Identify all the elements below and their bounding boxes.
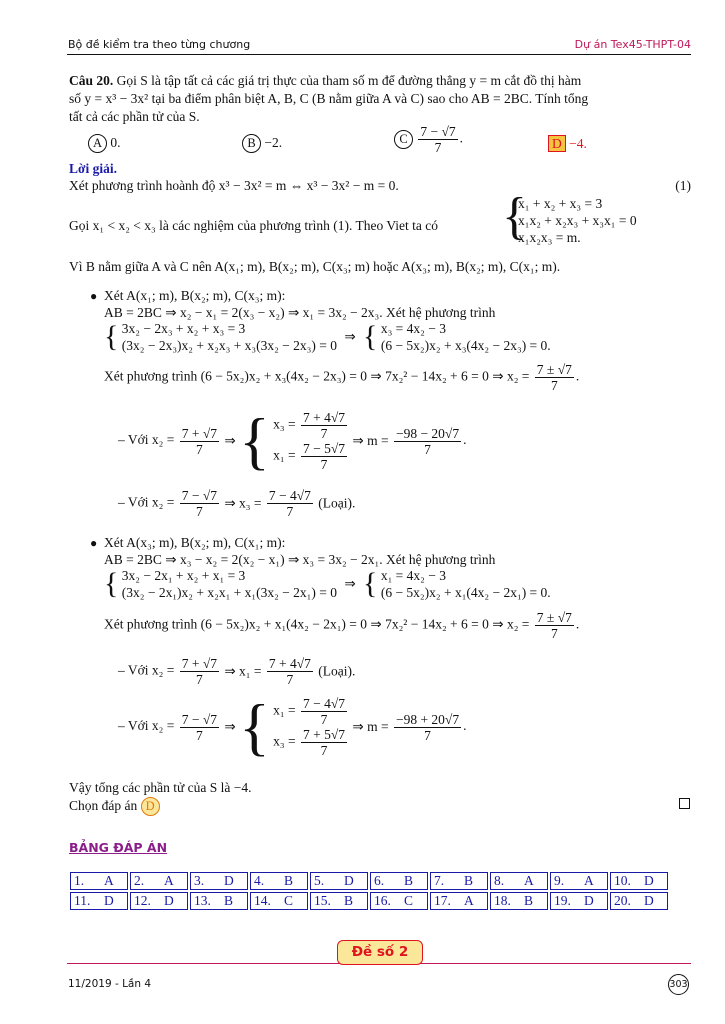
answer-key: A [524, 873, 534, 888]
case1-root [535, 362, 574, 393]
answer-number: 12. [134, 893, 151, 908]
answer-key: A [164, 873, 174, 888]
header-rule [67, 54, 691, 55]
answer-cell [550, 872, 608, 890]
case2-system [104, 567, 551, 601]
section-tag: Đề số 2 [337, 940, 423, 965]
answer-number: 20. [614, 893, 631, 908]
answer-row [70, 872, 668, 890]
option-a-key: A [88, 134, 107, 153]
c2s2-r2-lhs: x₃ = [273, 733, 296, 749]
case1-eq: AB = 2BC ⇒ x₂ − x₁ = 2(x₃ − x₂) ⇒ x₁ = 3x₂ − 2x₃. Xét hệ phương trình [104, 305, 496, 320]
solution-line-3: Vì B nằm giữa A và C nên A(x₁; m), B(x₂; m), C(x₃; m) hoặc A(x₃; m), B(x₂; m), C(x₁; m). [69, 259, 561, 274]
c2s1-x2-num: 7 + √7 [181, 656, 217, 671]
case2-sub2: – Với x₂ = $\frac{7 - √7}{7}$ ⇒ { x₁ = $\frac{7 - 4√7}{7}$ x₃ = $\frac{7 + 5√7}{7}$ ⇒ m = $\frac{-98 + 20√7}{7}$ . [118, 691, 467, 762]
c2s2-r1-num: 7 − 4√7 [302, 696, 346, 711]
choose-line [69, 797, 691, 816]
c2s2-r2-num: 7 + 5√7 [302, 727, 346, 742]
option-c-num: 7 − √7 [420, 124, 456, 139]
c2s2-r2-den: 7 [320, 743, 328, 758]
answer-cell [190, 892, 248, 910]
case1-sub1-x2 [180, 426, 219, 457]
answer-number: 6. [374, 873, 385, 888]
answer-cell [490, 892, 548, 910]
answer-key: D [344, 873, 354, 888]
answer-key: D [164, 893, 174, 908]
c2s1-r-num: 7 + 4√7 [268, 656, 311, 671]
option-d-key: D [548, 135, 566, 152]
case1-sub2-prefix: – Với x₂ = [118, 494, 175, 510]
answer-cell [70, 872, 128, 890]
option-d[interactable] [548, 135, 587, 152]
answer-cell [70, 892, 128, 910]
answer-cell [610, 872, 668, 890]
header-left: Bộ đề kiểm tra theo từng chương [68, 38, 251, 51]
case2-sub2-prefix: – Với x₂ = [118, 718, 175, 734]
case2-sub1-prefix: – Với x₂ = [118, 662, 175, 678]
viet-system [502, 188, 637, 246]
case2-brace-left: { [104, 567, 119, 600]
c2s2-m-num: −98 + 20√7 [395, 711, 460, 727]
solution-title: Lời giải. [69, 161, 117, 176]
case1-sub1-brace: { [239, 405, 270, 476]
answer-key: D [584, 893, 594, 908]
bullet-2: ● [90, 536, 98, 550]
option-c[interactable] [394, 124, 463, 155]
answer-key: A [464, 893, 474, 908]
case2-sys-right [381, 567, 551, 601]
answer-number: 18. [494, 893, 511, 908]
implies-arrow: ⇒ [344, 329, 356, 344]
answer-number: 13. [194, 893, 211, 908]
question-text-2: số y = x³ − 3x² tại ba điểm phân biệt A, B, C (B nằm giữa A và C) sao cho AB = 2BC. Tính tổng [69, 91, 589, 106]
answer-key: C [404, 893, 414, 908]
arrow: ⇒ [224, 433, 236, 448]
c1s2-mid: ⇒ x₃ = [224, 495, 262, 511]
c2s2-r1-lhs: x₁ = [273, 702, 296, 718]
answer-cell [130, 872, 188, 890]
answer-table [68, 870, 670, 912]
case2-sysL-2: (3x₂ − 2x₁)x₂ + x₂x₁ + x₁(3x₂ − 2x₁) = 0 [121, 585, 337, 600]
c2s2-m-den: 7 [424, 727, 431, 743]
viet-eq-2: x₁x₂ + x₂x₃ + x₃x₁ = 0 [518, 213, 637, 228]
c2s2-m-lhs: ⇒ m = [352, 719, 389, 734]
c2s1-x2-den: 7 [195, 672, 203, 687]
arrow: ⇒ [224, 719, 236, 734]
implies-arrow: ⇒ [344, 576, 356, 591]
answer-cell [370, 892, 428, 910]
answer-key: B [224, 893, 234, 908]
case1-system [104, 320, 551, 354]
answer-number: 2. [134, 873, 145, 888]
c1s1-m-num: −98 − 20√7 [395, 425, 460, 441]
c1s2-x2-den: 7 [195, 504, 203, 519]
c2s1-mid: ⇒ x₁ = [224, 663, 262, 679]
c1s2-tail: (Loại). [318, 495, 356, 511]
question-line-1 [69, 73, 691, 89]
c1s1-m-lhs: ⇒ m = [352, 433, 389, 448]
c2s2-x2-num: 7 − √7 [181, 711, 217, 727]
c2s2-x2-den: 7 [195, 727, 203, 743]
case1-sub2 [118, 488, 355, 519]
case1-sub1-roots [273, 410, 349, 472]
c1s2-r-num: 7 − 4√7 [268, 488, 311, 503]
question-text-1: Gọi S là tập tất cả các giá trị thực của tham số m để đường thẳng y = m cắt đồ thị hàm [116, 73, 582, 88]
choose-key: D [141, 797, 160, 816]
answer-cell [250, 872, 308, 890]
c2s1-r-den: 7 [286, 672, 294, 687]
answer-number: 15. [314, 893, 331, 908]
answer-key: B [524, 893, 534, 908]
answer-number: 10. [614, 873, 631, 888]
case1-sysL-1: 3x₂ − 2x₃ + x₂ + x₃ = 3 [121, 321, 246, 336]
case2-sub1-r [267, 656, 313, 687]
c1s1-r2-lhs: x₁ = [273, 447, 296, 463]
case2-brace-right: { [363, 567, 378, 600]
case1-brace-right: { [363, 320, 378, 353]
case2-root-den: 7 [550, 626, 558, 641]
answer-number: 11. [74, 893, 91, 908]
answer-key: B [404, 873, 414, 888]
qed-box [679, 798, 690, 809]
case1-sub2-x2 [180, 488, 219, 519]
answer-row [70, 892, 668, 910]
answer-cell [190, 872, 248, 890]
case1-sys-right [381, 320, 551, 354]
answer-cell [550, 892, 608, 910]
solution-line-1: Xét phương trình hoành độ x³ − 3x² = m ⇔ x³ − 3x² − m = 0. [69, 178, 399, 193]
case2-sub2-m [394, 712, 461, 743]
answer-cell [250, 892, 308, 910]
answer-number: 4. [254, 873, 265, 888]
case2-sys-left [122, 567, 337, 601]
c1s1-x2-den: 7 [195, 441, 203, 457]
answer-cell [130, 892, 188, 910]
case1-sys-left [122, 320, 337, 354]
case2-sub2-x2 [180, 712, 219, 743]
case1-sub1-prefix: – Với x₂ = [118, 432, 175, 448]
option-c-tail: . [459, 130, 464, 146]
answer-number: 16. [374, 893, 391, 908]
case2-sub2-brace: { [239, 691, 270, 762]
equation-tag: (1) [675, 178, 691, 193]
c1s1-r1-den: 7 [320, 426, 328, 441]
case1-sysR-1: x₃ = 4x₂ − 3 [380, 321, 446, 336]
answer-cell [490, 872, 548, 890]
answer-key: D [644, 893, 654, 908]
choose-text: Chọn đáp án [69, 798, 138, 813]
answer-cell [310, 892, 368, 910]
answer-key: B [344, 893, 354, 908]
case2-sub1-x2 [180, 656, 219, 687]
answer-cell [430, 892, 488, 910]
case1-sub1: – Với x₂ = $\frac{7 + √7}{7}$ ⇒ { x₃ = $\frac{7 + 4√7}{7}$ x₁ = $\frac{7 - 5√7}{7}$ ⇒ m = $\frac{-98 - 20√7}{7}$ . [118, 405, 467, 476]
c2s1-tail: (Loại). [318, 663, 356, 679]
footer-left: 11/2019 - Lần 4 [68, 978, 152, 990]
c1s1-m-den: 7 [424, 441, 431, 457]
c1s1-r2-den: 7 [320, 457, 328, 472]
answer-number: 14. [254, 893, 271, 908]
answer-number: 8. [494, 873, 505, 888]
case1-brace-left: { [104, 320, 119, 353]
case1-sysL-2: (3x₂ − 2x₃)x₂ + x₂x₃ + x₃(3x₂ − 2x₃) = 0 [121, 338, 337, 353]
answer-key: A [584, 873, 594, 888]
header-right: Dự án Tex45-THPT-04 [574, 38, 691, 51]
case2-sub2-roots [273, 696, 349, 758]
answer-number: 17. [434, 893, 451, 908]
c1s1-x2-num: 7 + √7 [181, 425, 217, 441]
c2s2-r1-den: 7 [320, 712, 328, 727]
answer-key: B [284, 873, 294, 888]
option-a[interactable] [88, 134, 121, 153]
case1-sub1-m [394, 426, 461, 457]
case1-root-num: 7 ± √7 [536, 362, 572, 377]
case1-xet-text: Xét phương trình (6 − 5x₂)x₂ + x₃(4x₂ − 2x₃) = 0 ⇒ 7x₂² − 14x₂ + 6 = 0 ⇒ x₂ = [104, 368, 530, 384]
answer-number: 7. [434, 873, 445, 888]
answer-key: D [104, 893, 114, 908]
answer-cell [430, 872, 488, 890]
answer-number: 19. [554, 893, 571, 908]
answer-key: B [464, 873, 474, 888]
c1s1-r1-lhs: x₃ = [273, 416, 296, 432]
case1-head: Xét A(x₁; m), B(x₂; m), C(x₃; m): [104, 288, 286, 303]
case1-xet: Xét phương trình (6 − 5x₂)x₂ + x₃(4x₂ − 2x₃) = 0 ⇒ 7x₂² − 14x₂ + 6 = 0 ⇒ x₂ = $\frac{7 \pm √7}{7}$ . [104, 362, 580, 393]
option-c-fraction [418, 124, 457, 155]
viet-brace: { [502, 188, 527, 245]
case1-root-den: 7 [550, 378, 558, 393]
case2-xet: Xét phương trình (6 − 5x₂)x₂ + x₁(4x₂ − 2x₁) = 0 ⇒ 7x₂² − 14x₂ + 6 = 0 ⇒ x₂ = $\frac{7 \pm √7}{7}$ . [104, 610, 580, 641]
case2-sysR-2: (6 − 5x₂)x₂ + x₁(4x₂ − 2x₁) = 0. [380, 585, 551, 600]
answer-key: D [224, 873, 234, 888]
answers-title: BẢNG ĐÁP ÁN [69, 840, 168, 855]
option-c-key: C [394, 130, 413, 149]
answer-key: C [284, 893, 294, 908]
c1s1-r1-num: 7 + 4√7 [302, 410, 346, 425]
case2-xet-text: Xét phương trình (6 − 5x₂)x₂ + x₁(4x₂ − 2x₁) = 0 ⇒ 7x₂² − 14x₂ + 6 = 0 ⇒ x₂ = [104, 616, 530, 632]
case1-sub2-r [267, 488, 313, 519]
case2-head: Xét A(x₃; m), B(x₂; m), C(x₁; m): [104, 535, 286, 550]
case2-sub1 [118, 656, 355, 687]
bullet-1: ● [90, 289, 98, 303]
option-b-value: −2. [264, 135, 283, 150]
answer-cell [370, 872, 428, 890]
solution-line-2: Gọi x₁ < x₂ < x₃ là các nghiệm của phương trình (1). Theo Viet ta có [69, 218, 439, 233]
viet-lines [518, 195, 637, 246]
c1s1-r2-num: 7 − 5√7 [302, 441, 346, 456]
question-label: Câu 20. [69, 73, 114, 88]
answer-key: A [104, 873, 114, 888]
option-d-value: −4. [569, 136, 587, 151]
question-text-3: tất cả các phần tử của S. [69, 109, 200, 124]
page-number: 303 [668, 974, 689, 995]
viet-eq-3: x₁x₂x₃ = m. [518, 230, 581, 245]
option-c-den: 7 [434, 140, 442, 155]
answer-number: 5. [314, 873, 325, 888]
option-b[interactable] [242, 134, 282, 153]
option-a-value: 0. [110, 135, 121, 150]
conclusion: Vậy tổng các phần tử của S là −4. [69, 780, 252, 795]
option-b-key: B [242, 134, 261, 153]
case2-root [535, 610, 574, 641]
answer-number: 1. [74, 873, 85, 888]
answer-number: 3. [194, 873, 205, 888]
c1s2-x2-num: 7 − √7 [181, 488, 217, 503]
answer-cell [310, 872, 368, 890]
case2-eq: AB = 2BC ⇒ x₃ − x₂ = 2(x₂ − x₁) ⇒ x₃ = 3x₂ − 2x₁. Xét hệ phương trình [104, 552, 496, 567]
case2-root-num: 7 ± √7 [536, 610, 572, 625]
case1-sysR-2: (6 − 5x₂)x₂ + x₃(4x₂ − 2x₃) = 0. [380, 338, 551, 353]
case2-sysL-1: 3x₂ − 2x₁ + x₂ + x₁ = 3 [121, 568, 246, 583]
c1s2-r-den: 7 [286, 504, 294, 519]
case2-sysR-1: x₁ = 4x₂ − 3 [380, 568, 446, 583]
viet-eq-1: x₁ + x₂ + x₃ = 3 [518, 196, 603, 211]
answer-number: 9. [554, 873, 565, 888]
answer-cell [610, 892, 668, 910]
answer-key: D [644, 873, 654, 888]
